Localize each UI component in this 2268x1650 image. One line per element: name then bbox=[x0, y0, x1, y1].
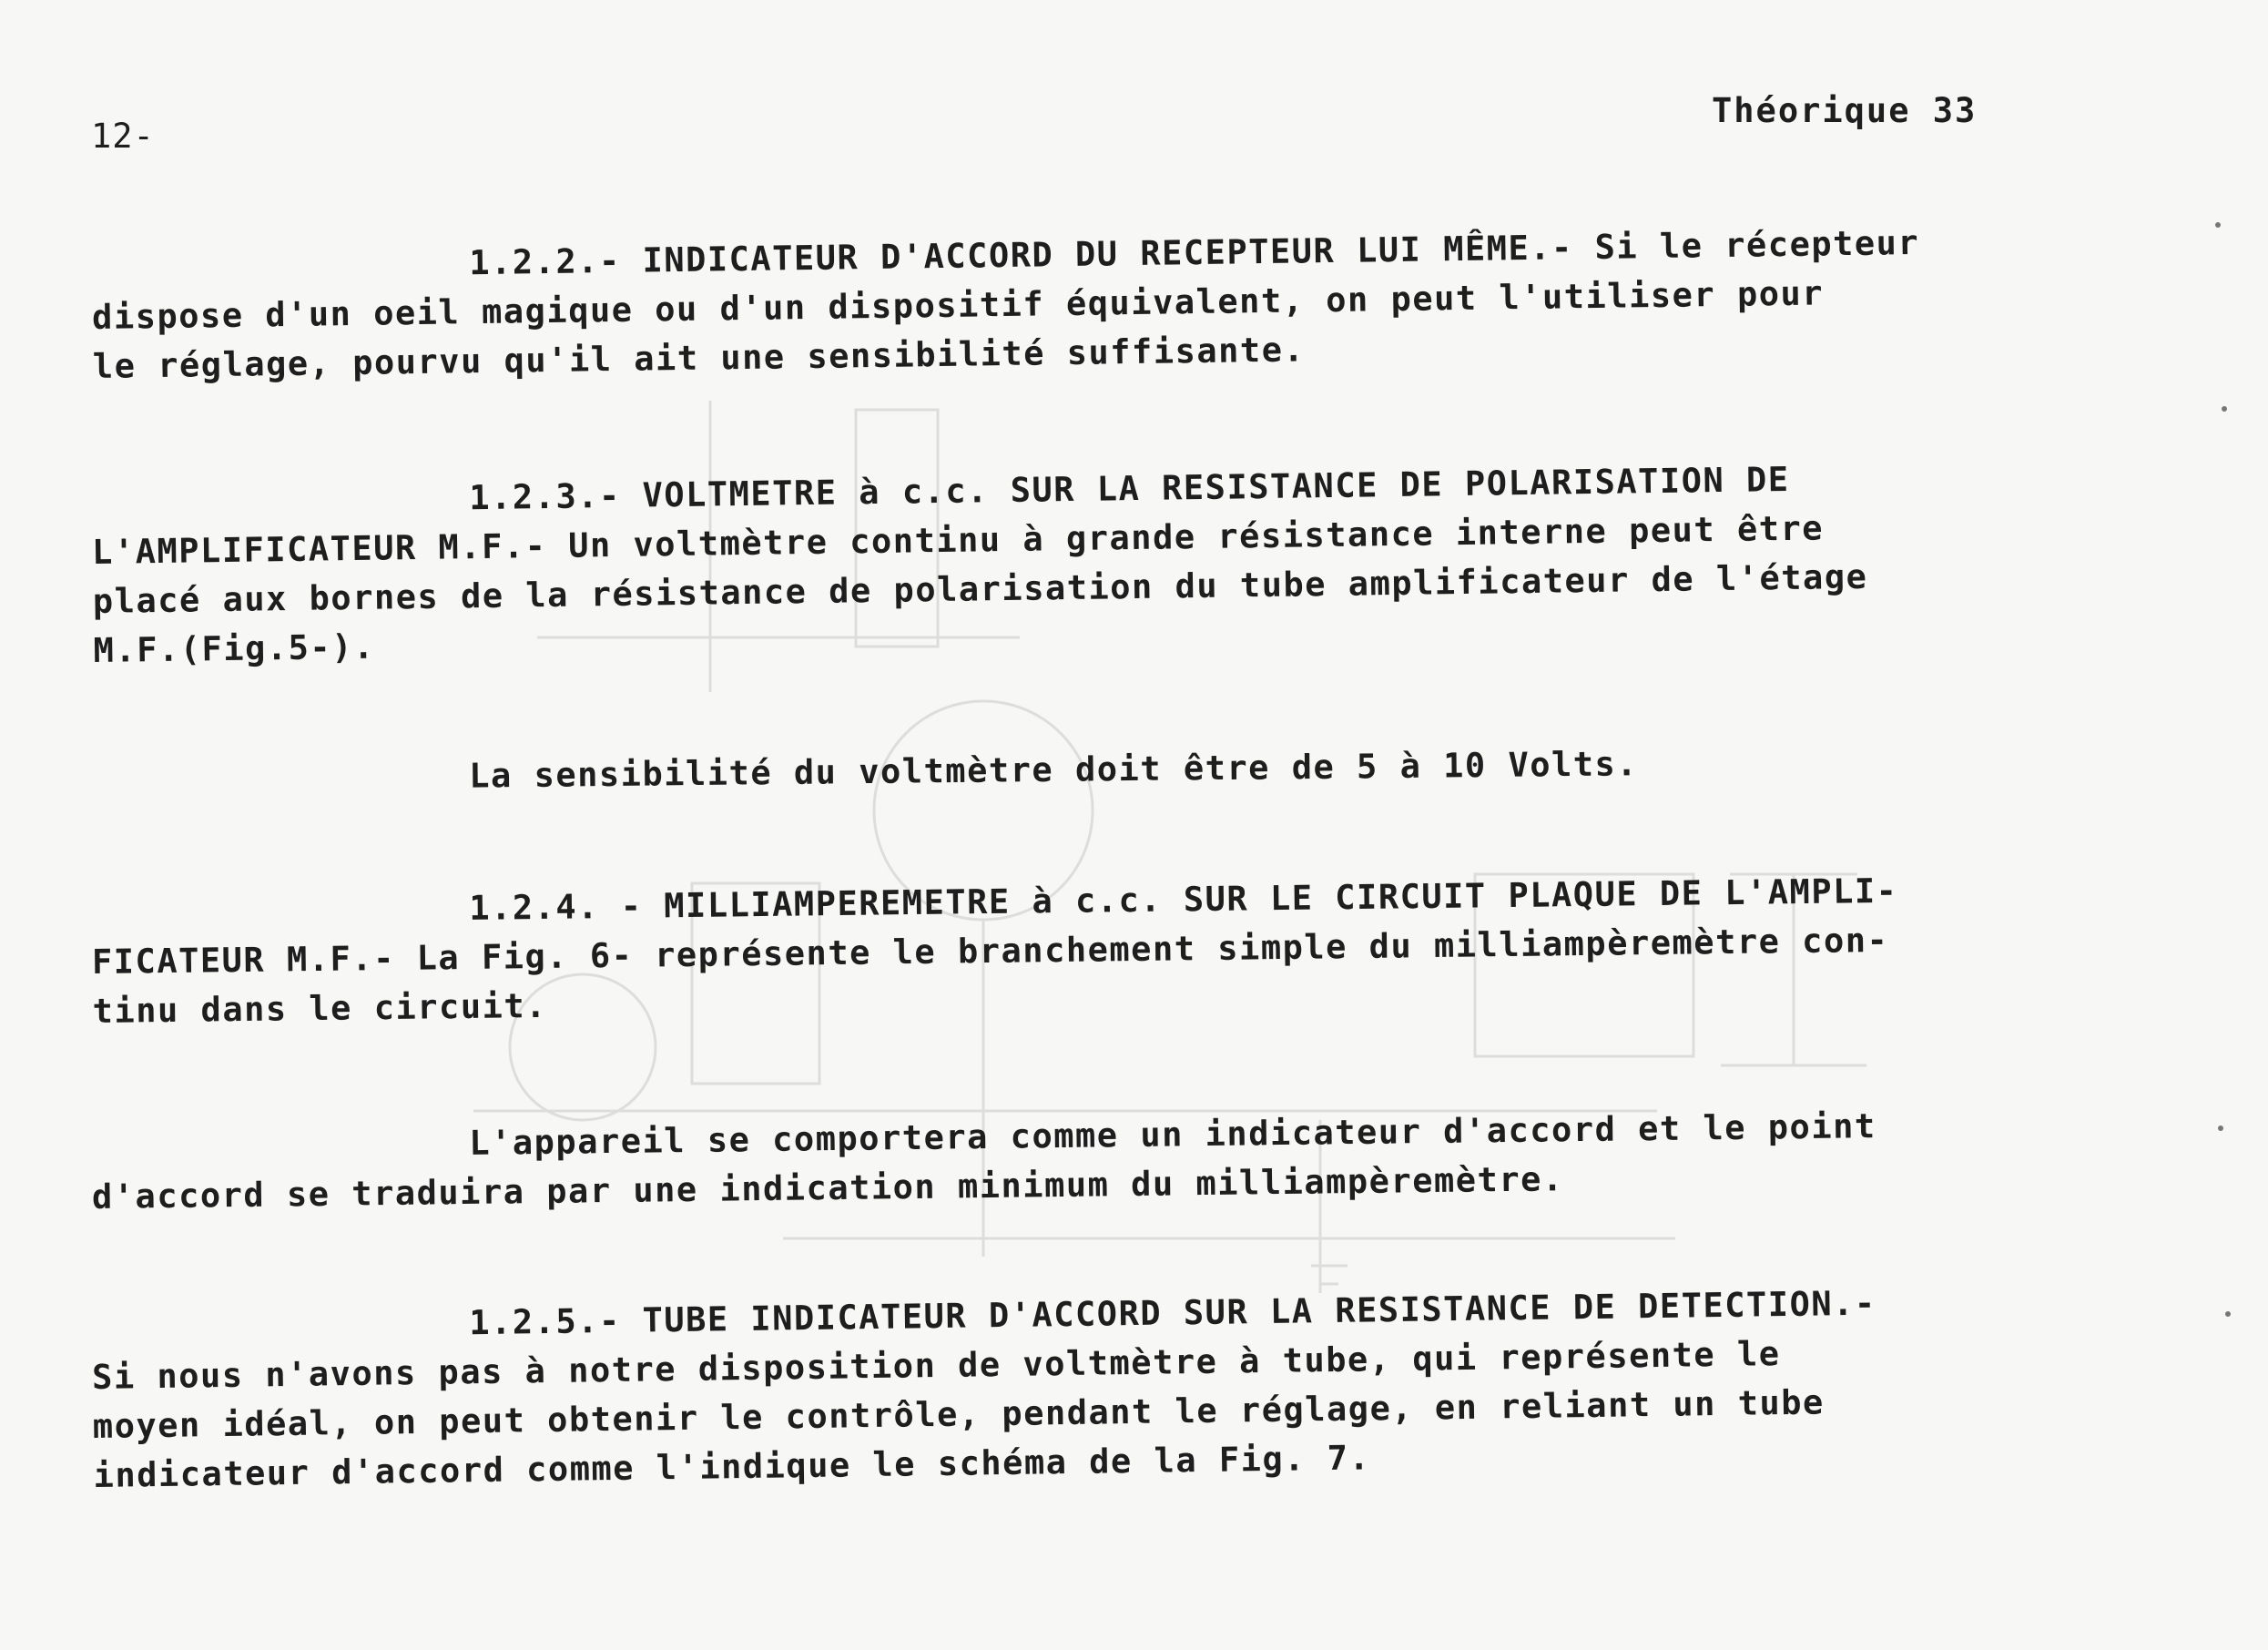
running-title: Théorique 33 bbox=[1712, 91, 1978, 130]
text-line: moyen idéal, on peut obtenir le contrôle, pendant le réglage, en reliant un tube bbox=[92, 1382, 1826, 1446]
text-line: FICATEUR M.F.- La Fig. 6- représente le branchement simple du milliampèremètre con- bbox=[91, 920, 1889, 982]
text-line: 1.2.2.- INDICATEUR D'ACCORD DU RECEPTEUR LUI MÊME.- Si le récepteur bbox=[469, 222, 1920, 283]
page-number: 12- bbox=[91, 117, 155, 156]
text-line: d'accord se traduira par une indication minimum du milliampèremètre. bbox=[91, 1159, 1564, 1217]
text-line: placé aux bornes de la résistance de polarisation du tube amplificateur de l'étage bbox=[92, 556, 1868, 621]
text-line: L'AMPLIFICATEUR M.F.- Un voltmètre continu à grande résistance interne peut être bbox=[91, 508, 1825, 572]
text-line: le réglage, pourvu qu'il ait une sensibilité suffisante. bbox=[92, 330, 1306, 386]
text-line: M.F.(Fig.5-). bbox=[93, 626, 375, 670]
paragraph-sensitivity bbox=[91, 736, 2021, 805]
scan-speck bbox=[2215, 222, 2221, 228]
text-line: Si nous n'avons pas à notre disposition de voltmètre à tube, qui représente le bbox=[91, 1334, 1781, 1397]
text-line: dispose d'un oeil magique ou d'un dispositif équivalent, on peut l'utiliser pour bbox=[91, 273, 1825, 337]
scan-speck bbox=[2222, 406, 2227, 412]
paragraph-appareil bbox=[91, 1100, 2022, 1222]
paragraph-1-2-2 bbox=[91, 217, 2023, 392]
scan-speck bbox=[2225, 1311, 2231, 1317]
paragraph-1-2-5 bbox=[91, 1277, 2024, 1501]
text-line: 1.2.5.- TUBE INDICATEUR D'ACCORD SUR LA RESISTANCE DE DETECTION.- bbox=[469, 1283, 1876, 1343]
paragraph-1-2-3 bbox=[91, 452, 2024, 676]
text-line: 1.2.4. - MILLIAMPEREMETRE à c.c. SUR LE CIRCUIT PLAQUE DE L'AMPLI- bbox=[469, 871, 1898, 928]
paragraph-1-2-4 bbox=[91, 865, 2023, 1036]
text-line: indicateur d'accord comme l'indique le schéma de la Fig. 7. bbox=[93, 1438, 1371, 1495]
scan-speck bbox=[2218, 1125, 2223, 1131]
text-line: tinu dans le circuit. bbox=[92, 985, 548, 1031]
text-line: L'appareil se comportera comme un indicateur d'accord et le point bbox=[469, 1106, 1876, 1163]
text-line: La sensibilité du voltmètre doit être de 5 à 10 Volts. bbox=[469, 744, 1639, 796]
text-line: 1.2.3.- VOLTMETRE à c.c. SUR LA RESISTANCE DE POLARISATION DE bbox=[469, 459, 1790, 518]
